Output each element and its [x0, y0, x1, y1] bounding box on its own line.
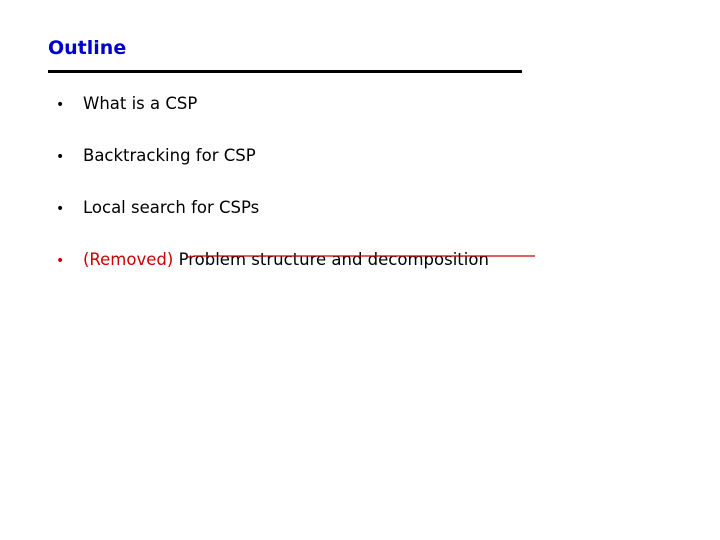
- list-item-local-search: [56, 196, 259, 220]
- bullet-dot-icon: •: [56, 149, 65, 165]
- list-item-backtracking: [56, 144, 256, 168]
- removed-tag: (Removed): [83, 250, 174, 269]
- struck-bullet-text: Problem structure and decomposition: [178, 250, 489, 269]
- bullet-text: Backtracking for CSP: [83, 146, 256, 165]
- bullet-dot-icon: •: [56, 253, 65, 269]
- bullet-dot-icon: •: [56, 201, 65, 217]
- strikethrough-stroke: [186, 256, 535, 257]
- bullet-text: Local search for CSPs: [83, 198, 260, 217]
- slide-title: Outline: [48, 37, 127, 59]
- bullet-text: What is a CSP: [83, 94, 198, 113]
- bullet-dot-icon: •: [56, 97, 65, 113]
- list-item-what-is-csp: [56, 92, 197, 116]
- strikethrough-line: [186, 254, 535, 266]
